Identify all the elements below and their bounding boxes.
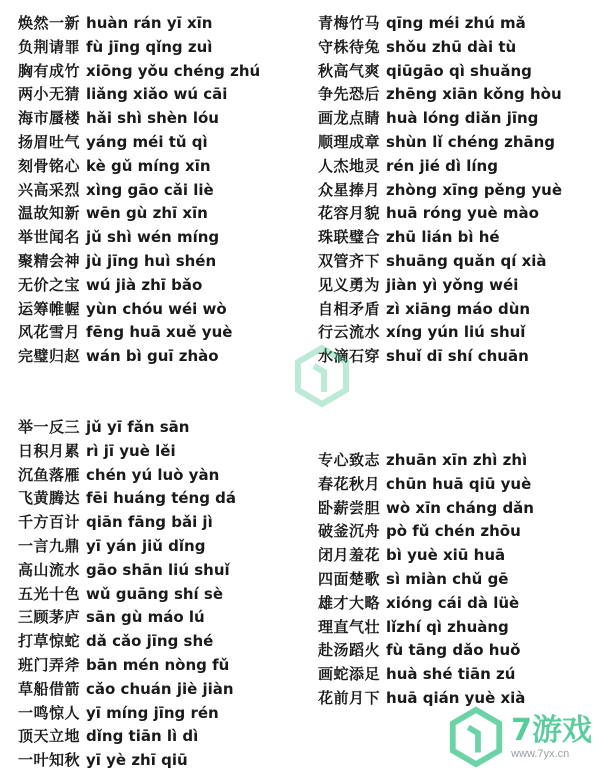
idiom-column-4 <box>318 449 534 711</box>
hexagon-logo-icon <box>445 706 507 768</box>
idiom-chinese: 花前月下 <box>318 688 381 707</box>
idiom-pinyin: fēng huā xuě yuè <box>86 323 233 342</box>
idiom-pinyin: lǐzhí qì zhuàng <box>386 617 509 636</box>
idiom-chinese: 春花秋月 <box>318 474 381 493</box>
idiom-row <box>318 663 534 687</box>
idiom-pinyin: zhòng xīng pěng yuè <box>386 180 563 199</box>
idiom-pinyin: xíng yún liú shuǐ <box>386 323 526 342</box>
idiom-chinese: 行云流水 <box>318 323 381 342</box>
idiom-chinese: 风花雪月 <box>18 323 81 342</box>
idiom-pinyin: pò fǔ chén zhōu <box>386 522 521 541</box>
idiom-chinese: 守株待兔 <box>318 37 381 56</box>
idiom-row <box>318 83 562 107</box>
idiom-chinese: 举一反三 <box>18 418 81 436</box>
idiom-pinyin: sì miàn chǔ gē <box>386 569 509 588</box>
idiom-chinese: 画蛇添足 <box>318 665 381 684</box>
idiom-row <box>18 535 236 559</box>
idiom-pinyin: shuāng quǎn qí xià <box>386 251 547 270</box>
idiom-chinese: 赴汤蹈火 <box>318 641 381 660</box>
idiom-row <box>318 321 562 345</box>
idiom-row <box>18 583 236 607</box>
idiom-chinese: 扬眉吐气 <box>18 132 81 151</box>
idiom-chinese: 破釜沉舟 <box>318 522 381 541</box>
idiom-chinese: 一鸣惊人 <box>18 703 81 722</box>
idiom-pinyin: zhuān xīn zhì zhì <box>386 451 528 469</box>
idiom-pinyin: wǔ guāng shí sè <box>86 584 224 603</box>
idiom-row <box>318 12 562 36</box>
idiom-chinese: 焕然一新 <box>18 14 81 32</box>
idiom-chinese: 完璧归赵 <box>18 347 81 366</box>
idiom-chinese: 顺理成章 <box>318 132 381 151</box>
idiom-row <box>18 298 260 322</box>
idiom-chinese: 刻骨铭心 <box>18 156 81 175</box>
idiom-chinese: 高山流水 <box>18 560 81 579</box>
idiom-column-3 <box>18 416 236 773</box>
idiom-chinese: 三顾茅庐 <box>18 608 81 627</box>
idiom-row <box>318 616 534 640</box>
idiom-chinese: 举世闻名 <box>18 228 81 247</box>
idiom-pinyin: chūn huā qiū yuè <box>386 474 532 493</box>
idiom-row <box>18 559 236 583</box>
idiom-chinese: 一叶知秋 <box>18 751 81 770</box>
idiom-row <box>318 544 534 568</box>
idiom-row <box>18 345 260 369</box>
idiom-row <box>318 274 562 298</box>
idiom-pinyin: kè gǔ míng xīn <box>86 156 211 175</box>
idiom-row <box>318 179 562 203</box>
idiom-pinyin: liǎng xiǎo wú cāi <box>86 85 228 104</box>
idiom-chinese: 兴高采烈 <box>18 180 81 199</box>
idiom-row <box>18 725 236 749</box>
idiom-chinese: 众星捧月 <box>318 180 381 199</box>
idiom-row <box>318 449 534 473</box>
idiom-row <box>18 487 236 511</box>
idiom-pinyin: huā qián yuè xià <box>386 688 526 707</box>
idiom-row <box>18 131 260 155</box>
idiom-pinyin: wán bì guī zhào <box>86 347 219 366</box>
idiom-chinese: 卧薪尝胆 <box>318 498 381 517</box>
watermark-site-url: www.7yx.cn <box>511 748 570 760</box>
idiom-pinyin: jǔ shì wén míng <box>86 228 220 247</box>
idiom-row <box>18 678 236 702</box>
idiom-chinese: 胸有成竹 <box>18 61 81 80</box>
idiom-pinyin: rì jī yuè lěi <box>86 441 176 460</box>
idiom-chinese: 花容月貌 <box>318 204 381 223</box>
idiom-chinese: 画龙点睛 <box>318 109 381 128</box>
idiom-pinyin: shùn lǐ chéng zhāng <box>386 132 556 151</box>
idiom-pinyin: qiān fāng bǎi jì <box>86 513 213 532</box>
idiom-chinese: 水滴石穿 <box>318 347 381 366</box>
idiom-row <box>18 36 260 60</box>
idiom-chinese: 五光十色 <box>18 584 81 603</box>
idiom-chinese: 争先恐后 <box>318 85 381 104</box>
idiom-row <box>318 345 562 369</box>
idiom-chinese: 运筹帷幄 <box>18 299 81 318</box>
idiom-row <box>318 202 562 226</box>
idiom-row <box>18 60 260 84</box>
idiom-pinyin: xiōng yǒu chéng zhú <box>86 61 261 80</box>
idiom-chinese: 人杰地灵 <box>318 156 381 175</box>
idiom-chinese: 四面楚歌 <box>318 569 381 588</box>
idiom-pinyin: sān gù máo lú <box>86 608 205 627</box>
idiom-pinyin: yī yán jiǔ dǐng <box>86 536 206 555</box>
idiom-pinyin: gāo shān liú shuǐ <box>86 560 230 579</box>
idiom-chinese: 两小无猜 <box>18 85 81 104</box>
idiom-pinyin: dǎ cǎo jīng shé <box>86 632 214 651</box>
idiom-pinyin: yùn chóu wéi wò <box>86 299 227 318</box>
idiom-pinyin: fù tāng dǎo huǒ <box>386 641 521 660</box>
idiom-row <box>18 749 236 773</box>
idiom-pinyin: bān mén nòng fǔ <box>86 655 230 674</box>
idiom-chinese: 聚精会神 <box>18 251 81 270</box>
idiom-row <box>18 416 236 440</box>
idiom-row <box>18 440 236 464</box>
idiom-chinese: 珠联璧合 <box>318 228 381 247</box>
idiom-row <box>318 592 534 616</box>
idiom-pinyin: huā róng yuè mào <box>386 204 539 223</box>
idiom-chinese: 无价之宝 <box>18 275 81 294</box>
idiom-row <box>318 226 562 250</box>
idiom-row <box>318 155 562 179</box>
idiom-row <box>18 606 236 630</box>
idiom-chinese: 千方百计 <box>18 513 81 532</box>
idiom-pinyin: qiūgāo qì shuǎng <box>386 61 532 80</box>
watermark-logo-center <box>290 344 354 408</box>
idiom-chinese: 青梅竹马 <box>318 14 381 32</box>
idiom-row <box>18 274 260 298</box>
idiom-pinyin: xióng cái dà lüè <box>386 593 520 612</box>
idiom-pinyin: dǐng tiān lì dì <box>86 727 199 746</box>
idiom-pinyin: xìng gāo cǎi liè <box>86 180 214 199</box>
idiom-row <box>18 12 260 36</box>
idiom-row <box>318 36 562 60</box>
idiom-column-2 <box>318 12 562 369</box>
idiom-chinese: 秋高气爽 <box>318 61 381 80</box>
idiom-row <box>318 298 562 322</box>
idiom-pinyin: huà shé tiān zú <box>386 665 516 684</box>
idiom-row <box>18 250 260 274</box>
idiom-pinyin: wēn gù zhī xīn <box>86 204 208 223</box>
idiom-row <box>318 131 562 155</box>
idiom-row <box>18 654 236 678</box>
idiom-row <box>318 107 562 131</box>
idiom-pinyin: yáng méi tǔ qì <box>86 132 208 151</box>
idiom-row <box>18 155 260 179</box>
idiom-pinyin: rén jié dì líng <box>386 156 498 175</box>
idiom-chinese: 见义勇为 <box>318 275 381 294</box>
idiom-chinese: 闭月羞花 <box>318 546 381 565</box>
idiom-chinese: 沉鱼落雁 <box>18 465 81 484</box>
idiom-row <box>318 250 562 274</box>
idiom-row <box>18 321 260 345</box>
idiom-pinyin: yī yè zhī qiū <box>86 751 188 770</box>
idiom-pinyin: chén yú luò yàn <box>86 465 220 484</box>
idiom-chinese: 理直气壮 <box>318 617 381 636</box>
idiom-chinese: 打草惊蛇 <box>18 632 81 651</box>
idiom-row <box>318 520 534 544</box>
idiom-chinese: 双管齐下 <box>318 251 381 270</box>
idiom-pinyin: wú jià zhī bǎo <box>86 275 203 294</box>
idiom-pinyin: zhēng xiān kǒng hòu <box>386 85 562 104</box>
watermark-corner <box>445 706 592 768</box>
idiom-row <box>318 639 534 663</box>
idiom-pinyin: shǒu zhū dài tù <box>386 37 517 56</box>
idiom-row <box>18 702 236 726</box>
idiom-chinese: 日积月累 <box>18 441 81 460</box>
idiom-row <box>18 83 260 107</box>
idiom-row <box>18 179 260 203</box>
idiom-row <box>318 60 562 84</box>
watermark-site-name: 7游戏 <box>511 713 592 748</box>
idiom-chinese: 顶天立地 <box>18 727 81 746</box>
idiom-row <box>318 568 534 592</box>
idiom-pinyin: huà lóng diǎn jīng <box>386 109 539 128</box>
idiom-row <box>18 464 236 488</box>
idiom-chinese: 自相矛盾 <box>318 299 381 318</box>
idiom-column-1 <box>18 12 260 369</box>
idiom-pinyin: wò xīn cháng dǎn <box>386 498 534 517</box>
idiom-pinyin: zì xiāng máo dùn <box>386 299 531 318</box>
idiom-pinyin: jǔ yī fǎn sān <box>86 418 190 436</box>
idiom-chinese: 草船借箭 <box>18 679 81 698</box>
idiom-chinese: 一言九鼎 <box>18 536 81 555</box>
idiom-row <box>318 473 534 497</box>
idiom-row <box>18 630 236 654</box>
idiom-chinese: 温故知新 <box>18 204 81 223</box>
idiom-pinyin: hǎi shì shèn lóu <box>86 109 219 128</box>
idiom-chinese: 专心致志 <box>318 451 381 469</box>
idiom-row <box>18 226 260 250</box>
idiom-chinese: 班门弄斧 <box>18 655 81 674</box>
idiom-row <box>18 511 236 535</box>
idiom-row <box>318 497 534 521</box>
idiom-pinyin: bì yuè xiū huā <box>386 546 506 565</box>
idiom-pinyin: shuǐ dī shí chuān <box>386 347 529 366</box>
idiom-chinese: 雄才大略 <box>318 593 381 612</box>
idiom-chinese: 负荆请罪 <box>18 37 81 56</box>
idiom-pinyin: fēi huáng téng dá <box>86 489 237 508</box>
hexagon-logo-icon <box>290 344 354 408</box>
idiom-pinyin: huàn rán yī xīn <box>86 14 213 32</box>
idiom-chinese: 海市蜃楼 <box>18 109 81 128</box>
idiom-chinese: 飞黄腾达 <box>18 489 81 508</box>
idiom-row <box>18 107 260 131</box>
idiom-pinyin: qīng méi zhú mǎ <box>386 14 526 32</box>
idiom-pinyin: zhū lián bì hé <box>386 228 500 247</box>
idiom-pinyin: cǎo chuán jiè jiàn <box>86 679 234 698</box>
idiom-pinyin: jiàn yì yǒng wéi <box>386 275 519 294</box>
idiom-pinyin: jù jīng huì shén <box>86 251 217 270</box>
idiom-row <box>18 202 260 226</box>
idiom-pinyin: yī míng jīng rén <box>86 703 219 722</box>
idiom-pinyin: fù jīng qǐng zuì <box>86 37 213 56</box>
